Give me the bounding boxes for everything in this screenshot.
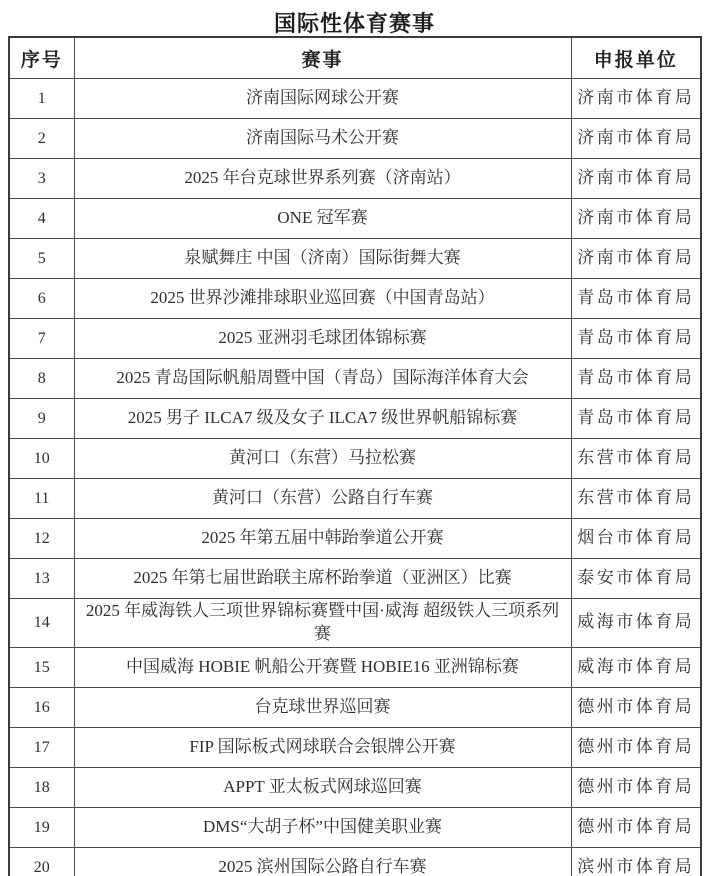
row-serial-number: 17 (9, 727, 74, 767)
row-serial-number: 11 (9, 479, 74, 519)
row-reporting-unit: 青岛市体育局 (571, 359, 701, 399)
row-event-name: 黄河口（东营）马拉松赛 (74, 439, 571, 479)
header-serial-number: 序号 (9, 37, 74, 79)
events-table (8, 36, 702, 876)
row-event-name: ONE 冠军赛 (74, 199, 571, 239)
row-reporting-unit: 泰安市体育局 (571, 559, 701, 599)
row-event-name: 2025 男子 ILCA7 级及女子 ILCA7 级世界帆船锦标赛 (74, 399, 571, 439)
row-serial-number: 15 (9, 647, 74, 687)
table-row (9, 79, 701, 119)
table-row (9, 647, 701, 687)
row-serial-number: 2 (9, 119, 74, 159)
row-serial-number: 6 (9, 279, 74, 319)
table-row (9, 319, 701, 359)
row-reporting-unit: 东营市体育局 (571, 439, 701, 479)
row-event-name: DMS“大胡子杯”中国健美职业赛 (74, 807, 571, 847)
row-reporting-unit: 德州市体育局 (571, 727, 701, 767)
table-row (9, 199, 701, 239)
row-reporting-unit: 德州市体育局 (571, 687, 701, 727)
row-event-name: 黄河口（东营）公路自行车赛 (74, 479, 571, 519)
row-reporting-unit: 青岛市体育局 (571, 319, 701, 359)
row-reporting-unit: 东营市体育局 (571, 479, 701, 519)
row-event-name: 2025 世界沙滩排球职业巡回赛（中国青岛站） (74, 279, 571, 319)
row-reporting-unit: 济南市体育局 (571, 199, 701, 239)
row-serial-number: 7 (9, 319, 74, 359)
header-reporting-unit: 申报单位 (571, 37, 701, 79)
table-body (9, 79, 701, 876)
row-event-name: 台克球世界巡回赛 (74, 687, 571, 727)
row-event-name: 2025 青岛国际帆船周暨中国（青岛）国际海洋体育大会 (74, 359, 571, 399)
table-row (9, 519, 701, 559)
row-event-name: 2025 滨州国际公路自行车赛 (74, 847, 571, 876)
table-row (9, 559, 701, 599)
table-row (9, 479, 701, 519)
row-serial-number: 20 (9, 847, 74, 876)
row-event-name: APPT 亚太板式网球巡回赛 (74, 767, 571, 807)
table-row (9, 767, 701, 807)
row-event-name: 济南国际马术公开赛 (74, 119, 571, 159)
table-row (9, 159, 701, 199)
table-row (9, 439, 701, 479)
row-reporting-unit: 青岛市体育局 (571, 279, 701, 319)
row-serial-number: 19 (9, 807, 74, 847)
row-serial-number: 4 (9, 199, 74, 239)
row-reporting-unit: 济南市体育局 (571, 159, 701, 199)
table-header (9, 37, 701, 79)
header-row (9, 37, 701, 79)
row-reporting-unit: 威海市体育局 (571, 647, 701, 687)
row-reporting-unit: 德州市体育局 (571, 767, 701, 807)
table-row (9, 847, 701, 876)
row-serial-number: 13 (9, 559, 74, 599)
row-reporting-unit: 济南市体育局 (571, 79, 701, 119)
row-event-name: 中国威海 HOBIE 帆船公开赛暨 HOBIE16 亚洲锦标赛 (74, 647, 571, 687)
row-event-name: 济南国际网球公开赛 (74, 79, 571, 119)
row-serial-number: 3 (9, 159, 74, 199)
row-event-name: FIP 国际板式网球联合会银牌公开赛 (74, 727, 571, 767)
row-reporting-unit: 滨州市体育局 (571, 847, 701, 876)
row-serial-number: 14 (9, 599, 74, 648)
row-serial-number: 9 (9, 399, 74, 439)
row-reporting-unit: 烟台市体育局 (571, 519, 701, 559)
row-serial-number: 5 (9, 239, 74, 279)
table-row (9, 119, 701, 159)
header-event: 赛事 (74, 37, 571, 79)
row-reporting-unit: 德州市体育局 (571, 807, 701, 847)
row-serial-number: 8 (9, 359, 74, 399)
table-row (9, 599, 701, 648)
page-title: 国际性体育赛事 (273, 11, 435, 36)
row-serial-number: 1 (9, 79, 74, 119)
table-row (9, 399, 701, 439)
table-row (9, 807, 701, 847)
row-reporting-unit: 济南市体育局 (571, 119, 701, 159)
row-event-name: 2025 年台克球世界系列赛（济南站） (74, 159, 571, 199)
table-row (9, 279, 701, 319)
row-reporting-unit: 济南市体育局 (571, 239, 701, 279)
row-event-name: 2025 年第七届世跆联主席杯跆拳道（亚洲区）比赛 (74, 559, 571, 599)
row-event-name: 2025 亚洲羽毛球团体锦标赛 (74, 319, 571, 359)
table-row (9, 687, 701, 727)
row-serial-number: 10 (9, 439, 74, 479)
row-serial-number: 18 (9, 767, 74, 807)
row-event-name: 2025 年威海铁人三项世界锦标赛暨中国·威海 超级铁人三项系列赛 (74, 599, 571, 648)
table-row (9, 359, 701, 399)
table-row (9, 239, 701, 279)
row-serial-number: 16 (9, 687, 74, 727)
row-event-name: 泉赋舞庄 中国（济南）国际街舞大赛 (74, 239, 571, 279)
row-reporting-unit: 威海市体育局 (571, 599, 701, 648)
table-row (9, 727, 701, 767)
row-reporting-unit: 青岛市体育局 (571, 399, 701, 439)
row-serial-number: 12 (9, 519, 74, 559)
row-event-name: 2025 年第五届中韩跆拳道公开赛 (74, 519, 571, 559)
